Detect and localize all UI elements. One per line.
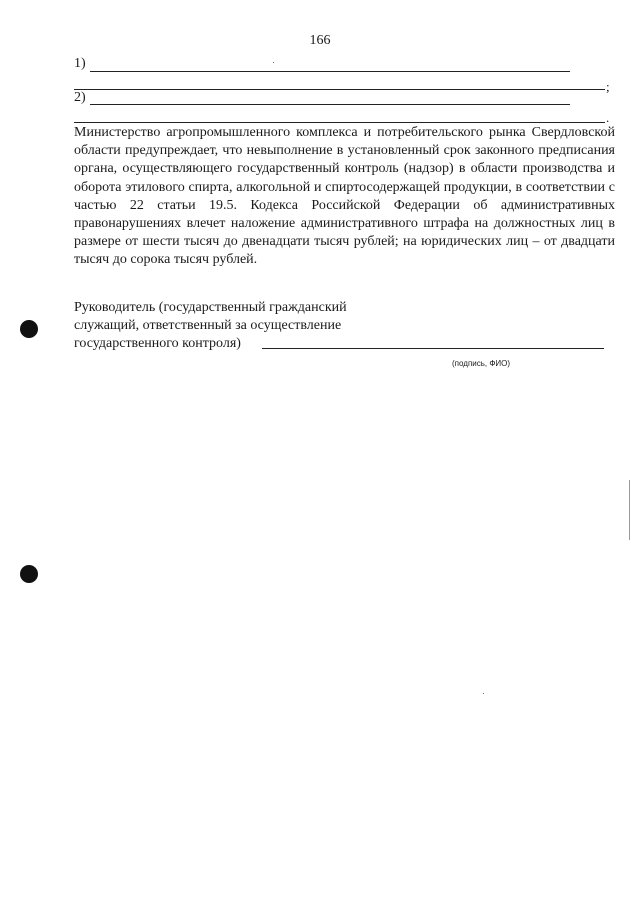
signature-line	[262, 348, 604, 349]
period: .	[606, 110, 610, 125]
page-number: 166	[309, 33, 331, 48]
scan-speck	[273, 62, 274, 63]
signature-hint: (подпись, ФИО)	[452, 359, 511, 368]
signature-label-line-2: служащий, ответственный за осуществление	[74, 318, 342, 333]
signature-block	[74, 299, 347, 353]
signature-label-line-3: государственного контроля)	[74, 336, 241, 351]
recipient-1-continuation-line	[74, 89, 605, 90]
warning-paragraph: Министерство агропромышленного комплекса и потребительского рынка Свердловской области предупреждает, что невыполнение в установленный срок законного предписания органа, осуществляющего государственный контроль (надзор) в области производства и оборота этилового спирта, алкогольной и спиртосодержащей продукции, в соответствии с частью 22 статьи 19.5. Кодекса Российской Федерации об административных правонарушениях влечет наложение административного штрафа на должностных лиц в размере от шести тысяч до двенадцати тысяч рублей; на юридических лиц – от двадцати тысяч до сорока тысяч рублей.	[74, 125, 615, 268]
signature-label-line-1: Руководитель (государственный гражданский	[74, 300, 347, 315]
punch-hole-icon	[20, 320, 38, 338]
recipient-1-blank-line	[90, 71, 570, 72]
item-number: 2)	[74, 90, 86, 105]
item-number: 1)	[74, 56, 86, 71]
punch-hole-icon	[20, 565, 38, 583]
semicolon: ;	[606, 79, 610, 94]
scan-speck	[483, 693, 484, 694]
recipient-2-blank-line	[90, 104, 570, 105]
scan-edge-mark	[629, 480, 630, 540]
recipient-2-continuation-line	[74, 122, 605, 123]
